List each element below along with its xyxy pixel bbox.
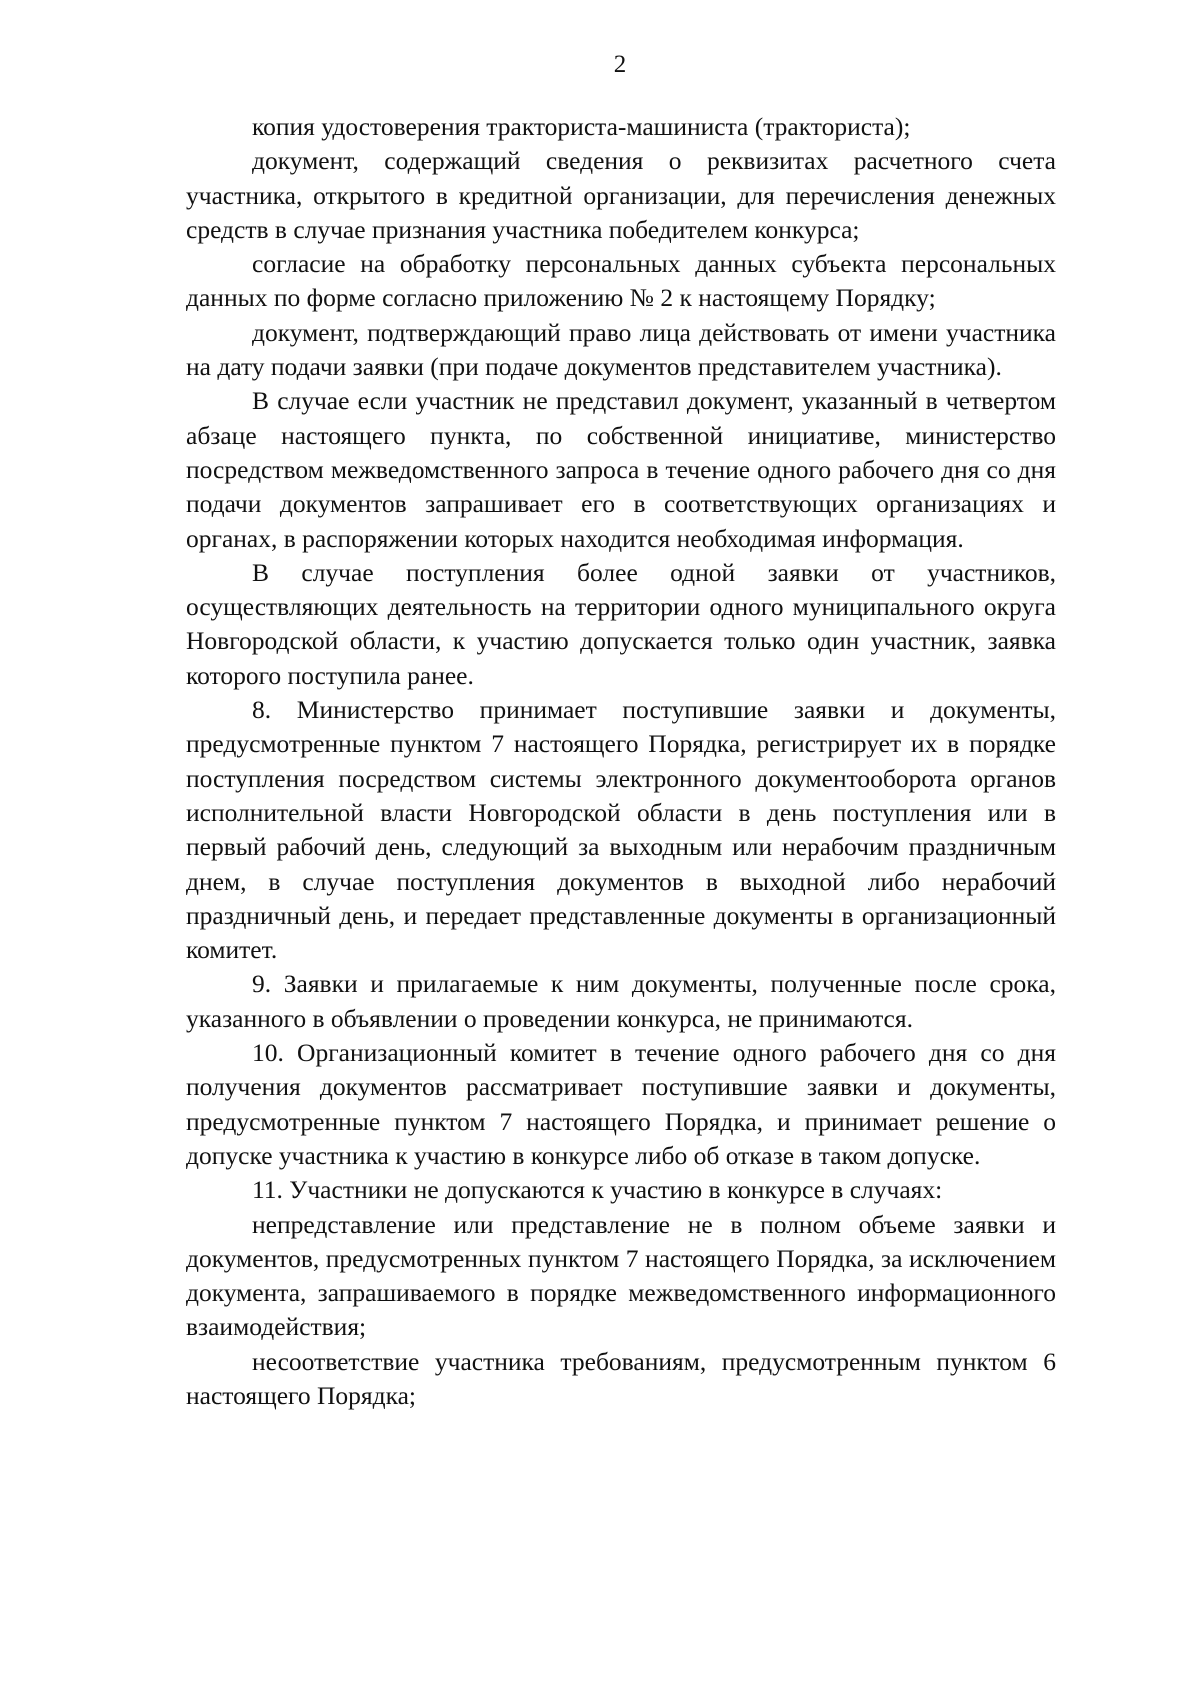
paragraph: документ, подтверждающий право лица действовать от имени участника на дату подачи заявки (при подаче документов представителем участника).	[186, 317, 1056, 382]
paragraph: копия удостоверения тракториста-машиниста (тракториста);	[252, 112, 911, 141]
paragraph: непредставление или представление не в полном объеме заявки и документов, предусмотренных пунктом 7 настоящего Порядка, за исключением документа, запрашиваемого в порядке межведомственного информационного взаимодействия;	[186, 1209, 1056, 1342]
paragraph: 11. Участники не допускаются к участию в конкурсе в случаях:	[252, 1175, 943, 1205]
paragraph: несоответствие участника требованиям, предусмотренным пунктом 6 настоящего Порядка;	[186, 1346, 1056, 1410]
paragraph: В случае если участник не представил документ, указанный в четвертом абзаце настоящего пункта, по собственной инициативе, министерство посредством межведомственного запроса в течение одного рабочего дня со дня подачи документов запрашивает его в соответствующих организациях и органах, в распоряжении которых находится необходимая информация.	[186, 386, 1056, 553]
paragraph: 8. Министерство принимает поступившие заявки и документы, предусмотренные пунктом 7 настоящего Порядка, регистрирует их в порядке поступления посредством системы электронного документооборота органов исполнительной власти Новгородской области в день поступления или в первый рабочий день, следующий за выходным или нерабочим праздничным днем, в случае поступления документов в выходной либо нерабочий праздничный день, и передает представленные документы в организационный комитет.	[186, 695, 1056, 965]
page-number: 2	[613, 51, 627, 78]
document-body	[186, 110, 1056, 1413]
paragraph: В случае поступления более одной заявки от участников, осуществляющих деятельность на территории одного муниципального округа Новгородской области, к участию допускается только один участник, заявка которого поступила ранее.	[186, 557, 1056, 690]
paragraph: документ, содержащий сведения о реквизитах расчетного счета участника, открытого в кредитной организации, для перечисления денежных средств в случае признания участника победителем конкурса;	[186, 146, 1056, 244]
paragraph: 10. Организационный комитет в течение одного рабочего дня со дня получения документов рассматривает поступившие заявки и документы, предусмотренные пунктом 7 настоящего Порядка, и принимает решение о допуске участника к участию в конкурсе либо об отказе в таком допуске.	[186, 1038, 1056, 1170]
paragraph: согласие на обработку персональных данных субъекта персональных данных по форме согласно приложению № 2 к настоящему Порядку;	[186, 249, 1056, 313]
paragraph: 9. Заявки и прилагаемые к ним документы, полученные после срока, указанного в объявлении о проведении конкурса, не принимаются.	[186, 969, 1056, 1033]
